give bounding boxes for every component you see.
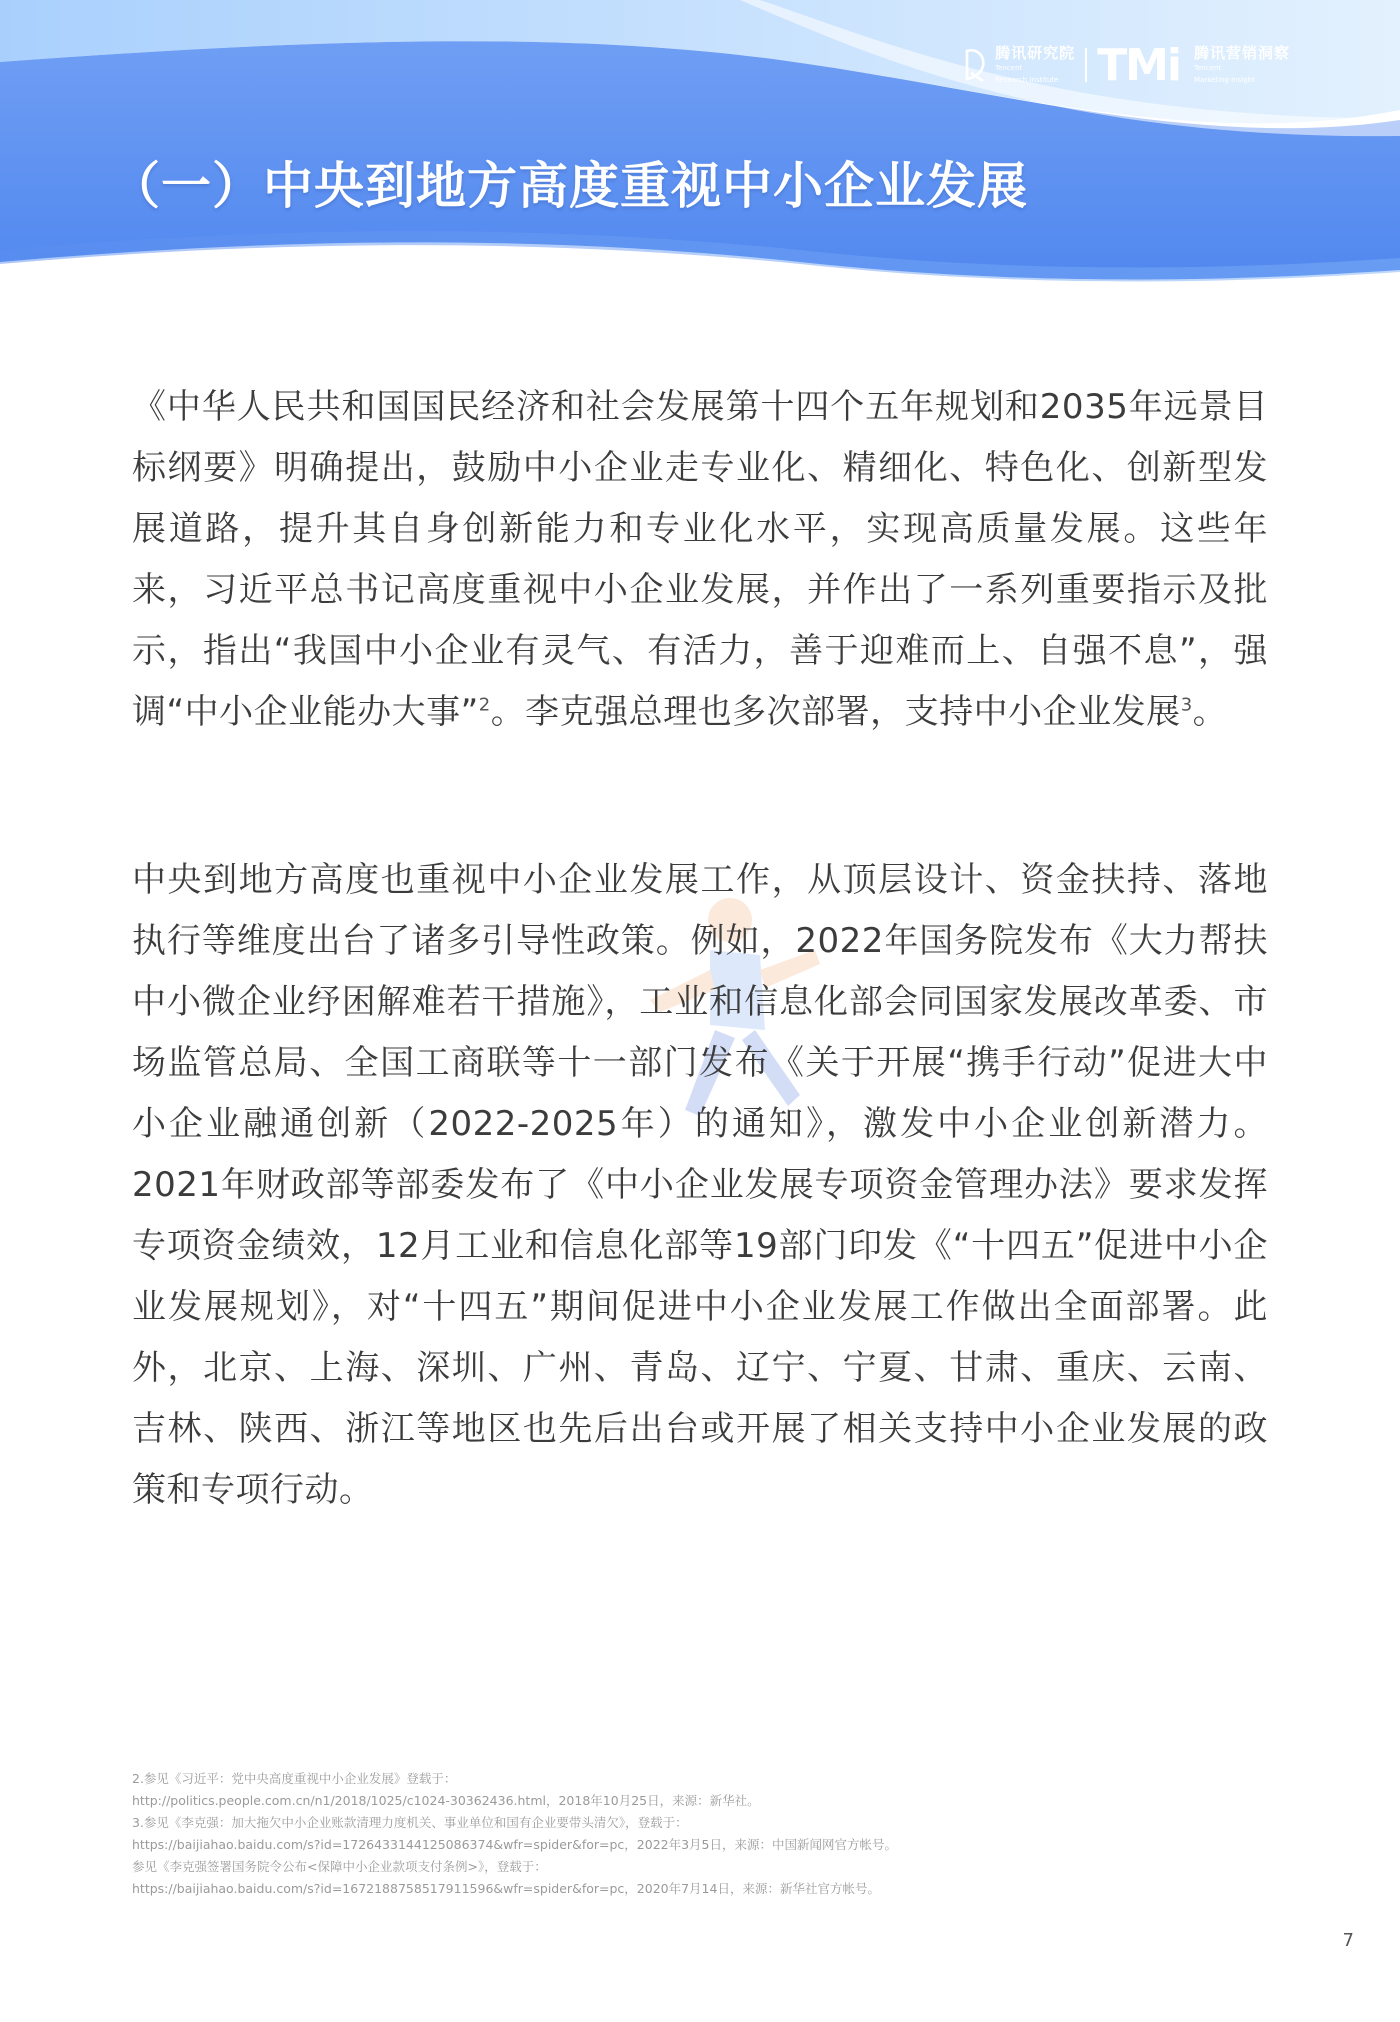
page-number: 7 [1342,1930,1354,1951]
tencent-marketing-logo [1097,40,1290,91]
paragraph-2: 中央到地方高度也重视中小企业发展工作，从顶层设计、资金扶持、落地执行等维度出台了诸多引导性政策。例如，2022年国务院发布《大力帮扶中小微企业纾困解难若干措施》，工业和信息化部会同国家发展改革委、市场监管总局、全国工商联等十一部门发布《关于开展“携手行动”促进大中小企业融通创新（2022-2025年）的通知》，激发中小企业创新潜力。2021年财政部等部委发布了《中小企业发展专项资金管理办法》要求发挥专项资金绩效，12月工业和信息化部等19部门印发《“十四五”促进中小企业发展规划》，对“十四五”期间促进中小企业发展工作做出全面部署。此外，北京、上海、深圳、广州、青岛、辽宁、宁夏、甘肃、重庆、云南、吉林、陕西、浙江等地区也先后出台或开展了相关支持中小企业发展的政策和专项行动。 [132,860,1268,1510]
paragraph-1-text-end: 。 [1192,692,1228,732]
tencent-research-en-1: Tencent [995,63,1023,72]
logo-divider [1085,48,1087,82]
footnote-ref-3[interactable]: 3 [1180,694,1193,716]
tencent-research-en-2: Research Institute [995,75,1059,84]
footnote-ref-2[interactable]: 2 [478,694,491,716]
paragraph-1-text: 《中华人民共和国国民经济和社会发展第十四个五年规划和2035年远景目标纲要》明确提出，鼓励中小企业走专业化、精细化、特色化、创新型发展道路，提升其自身创新能力和专业化水平，实现高质量发展。这些年来，习近平总书记高度重视中小企业发展，并作出了一系列重要指示及批示，指出“我国中小企业有灵气、有活力，善于迎难而上、自强不息”，强调“中小企业能办大事” [132,387,1268,732]
tencent-marketing-en-2: Marketing Insight [1193,75,1255,84]
header-logos [963,40,1290,90]
tencent-marketing-cn: 腾讯营销洞察 [1193,43,1290,62]
tencent-research-cn: 腾讯研究院 [995,43,1076,62]
footnotes [132,1768,1232,1900]
tmi-logo-mark: TMi [1097,39,1180,91]
footnote-line: 3.参见《李克强：加大拖欠中小企业账款清理力度机关、事业单位和国有企业要带头清欠》，登载于： [132,1815,688,1830]
paragraph-1-text-mid: 。李克强总理也多次部署，支持中小企业发展 [490,692,1181,732]
footnote-link[interactable]: http://politics.people.com.cn/n1/2018/1025/c1024-30362436.html，2018年10月25日，来源：新华社。 [132,1793,760,1808]
footnote-line: 参见《李克强签署国务院令公布<保障中小企业款项支付条例>》，登载于： [132,1859,547,1874]
tencent-research-logo [963,43,1076,85]
footnote-link[interactable]: https://baijiahao.baidu.com/s?id=1672188758517911596&wfr=spider&for=pc，2020年7月14日，来源：新华社官方帐号。 [132,1881,880,1896]
paragraph-1 [132,377,1268,743]
tencent-research-logo-icon [963,48,989,82]
tencent-marketing-en-1: Tencent [1193,63,1222,72]
section-title: （一）中央到地方高度重视中小企业发展 [110,157,1028,215]
footnote-link[interactable]: https://baijiahao.baidu.com/s?id=1726433144125086374&wfr=spider&for=pc，2022年3月5日，来源：中国新闻网官方帐号。 [132,1837,898,1852]
footnote-line: 2.参见《习近平：党中央高度重视中小企业发展》登载于： [132,1771,457,1786]
